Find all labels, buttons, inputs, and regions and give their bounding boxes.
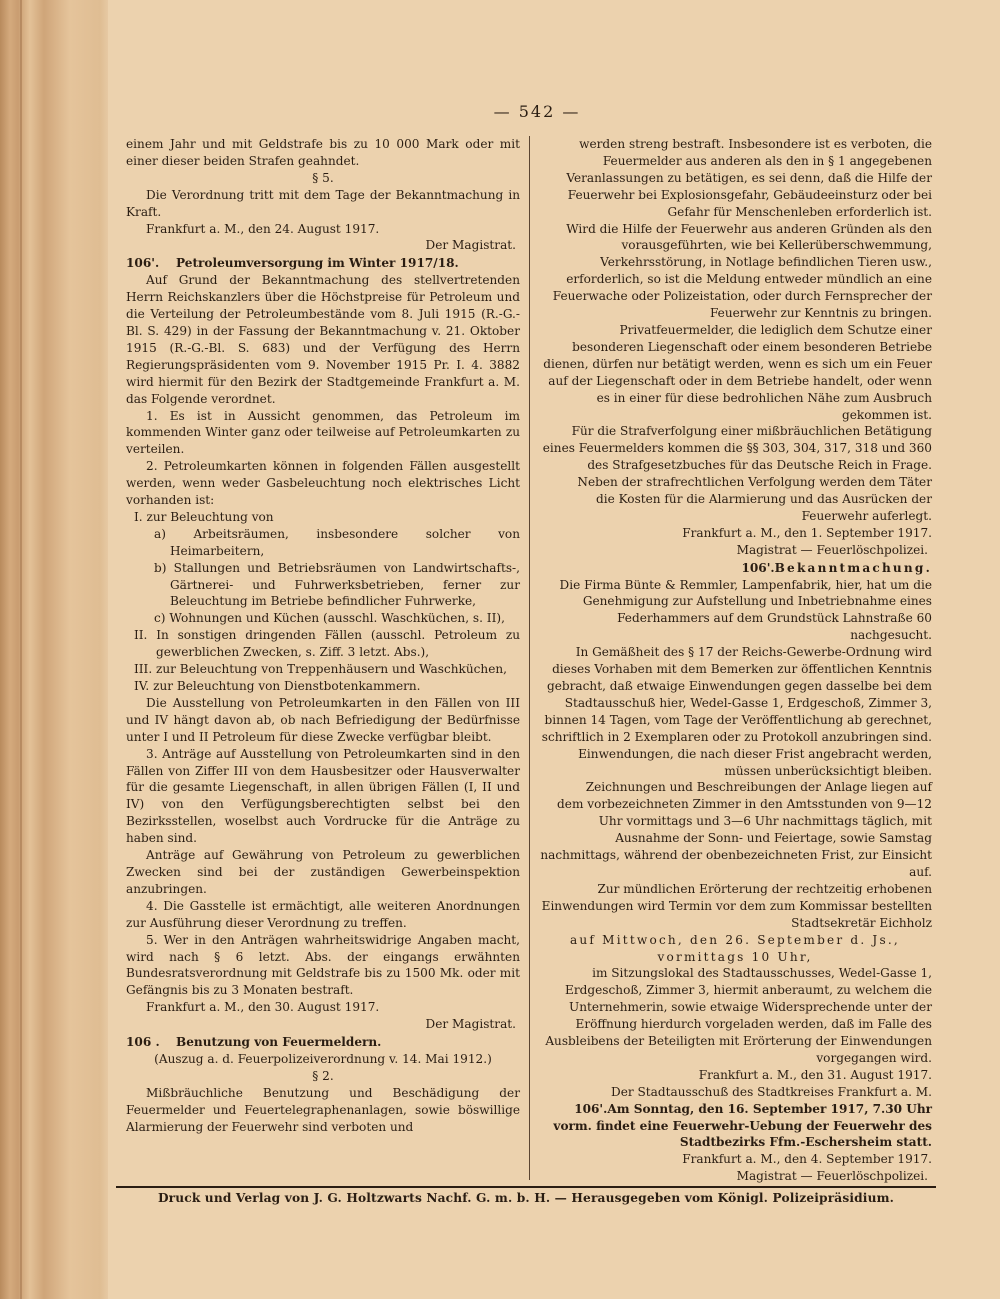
list-item: a) Arbeitsräumen, insbesondere solcher von Heimarbeitern, bbox=[154, 526, 520, 558]
section-number: 106'. bbox=[126, 256, 160, 271]
paragraph: Zeichnungen und Beschreibungen der Anlage liegen auf dem vorbezeichneten Zimmer in den Amtsstunden von 9—12 Uhr vormittags und 3—6 Uhr nachmittags täglich, mit Ausnahme der Sonn- und Feiertage, sowie Samstag nachmittags, während der obenbezeichneten Frist, zur Einsicht auf. bbox=[540, 780, 932, 879]
paragraph: Zur mündlichen Erörterung der rechtzeitig erhobenen Einwendungen wird Termin vor dem zum Kommissar bestellten Stadtsekretär Eichholz bbox=[541, 881, 932, 930]
section-title: Bekanntmachung. bbox=[774, 560, 932, 575]
signature: Magistrat — Feuerlöschpolizei. bbox=[736, 1169, 928, 1184]
paragraph: Privatfeuermelder, die lediglich dem Schutze einer besonderen Liegenschaft oder einem besonderen Betriebe dienen, dürfen nur betätigt werden, wenn es sich um ein Feuer auf der Liegenschaft oder in dem Betriebe handelt, oder wenn es in einer für diese bedrohlichen Nähe zum Ausbruch gekommen ist. bbox=[543, 322, 932, 422]
paragraph: Die Ausstellung von Petroleumkarten in den Fällen von III und IV hängt davon ab, ob nach Befriedigung der Bedürfnisse unter I und II Petroleum für diese Zwecke verfügbar bleibt. bbox=[126, 695, 520, 744]
appointment-date: auf Mittwoch, den 26. September d. Js., bbox=[570, 932, 900, 947]
section-mark: § 5. bbox=[312, 170, 334, 185]
section-number: 106'. bbox=[741, 560, 775, 575]
section-subtitle: (Auszug a. d. Feuerpolizeiverordnung v. 14. Mai 1912.) bbox=[154, 1051, 492, 1066]
list-item: II. In sonstigen dringenden Fällen (ausschl. Petroleum zu gewerblichen Zwecken, s. Ziff. 3 letzt. Abs.), bbox=[134, 628, 520, 660]
paragraph: 4. Die Gasstelle ist ermächtigt, alle weiteren Anordnungen zur Ausführung dieser Verordnung zu treffen. bbox=[126, 898, 520, 930]
imprint-footer: Druck und Verlag von J. G. Holtzwarts Nachf. G. m. b. H. — Herausgegeben vom Königl. Polizeipräsidium. bbox=[157, 1191, 895, 1205]
appointment-time: vormittags 10 Uhr, bbox=[657, 949, 813, 964]
section-title: Benutzung von Feuermeldern. bbox=[176, 1035, 382, 1050]
date-line: Frankfurt a. M., den 24. August 1917. bbox=[146, 221, 380, 236]
notice bbox=[538, 1101, 932, 1152]
paragraph: 2. Petroleumkarten können in folgenden Fällen ausgestellt werden, wenn weder Gasbeleuchtung noch elektrisches Licht vorhanden ist: bbox=[126, 459, 520, 508]
list-item: c) Wohnungen und Küchen (ausschl. Waschküchen, s. II), bbox=[154, 611, 505, 626]
paragraph: In Gemäßheit des § 17 der Reichs-Gewerbe-Ordnung wird dieses Vorhaben mit dem Bemerken zur öffentlichen Kenntnis gebracht, daß etwaige Einwendungen gegen dasselbe bei dem Stadtausschuß hier, Wedel-Gasse 1, Erdgeschoß, Zimmer 3, binnen 14 Tagen, vom Tage der Veröffentlichung ab gerechnet, schriftlich in 2 Exemplaren oder zu Protokoll anzubringen sind. bbox=[541, 645, 932, 744]
date-line: Frankfurt a. M., den 31. August 1917. bbox=[698, 1067, 932, 1082]
section-heading bbox=[126, 1034, 520, 1051]
paragraph: 1. Es ist in Aussicht genommen, das Petroleum im kommenden Winter ganz oder teilweise auf Petroleumkarten zu verteilen. bbox=[126, 408, 520, 457]
paragraph: Die Firma Bünte & Remmler, Lampenfabrik, hier, hat um die Genehmigung zur Aufstellung und Inbetriebnahme eines Federhammers auf dem Grundstück Lahnstraße 60 nachgesucht. bbox=[559, 577, 932, 643]
paragraph: werden streng bestraft. Insbesondere ist es verboten, die Feuermelder aus anderen als den in § 1 angegebenen Veranlassungen zu betätigen, es sei denn, daß die Hilfe der Feuerwehr bei Explosionsgefahr, Gebäudeeinsturz oder bei Gefahr für Menschenleben erforderlich ist. bbox=[566, 137, 932, 219]
list-item: III. zur Beleuchtung von Treppenhäusern und Waschküchen, bbox=[134, 662, 507, 677]
paragraph: 5. Wer in den Anträgen wahrheitswidrige Angaben macht, wird nach § 6 letzt. Abs. der eingangs erwähnten Bundesratsverordnung mit Geldstrafe bis zu 1500 Mk. oder mit Gefängnis bis zu 3 Monaten bestraft. bbox=[126, 932, 520, 998]
date-line: Frankfurt a. M., den 30. August 1917. bbox=[146, 1000, 380, 1015]
book-binding bbox=[0, 0, 108, 1299]
paragraph: Neben der strafrechtlichen Verfolgung werden dem Täter die Kosten für die Alarmierung und das Ausrücken der Feuerwehr auferlegt. bbox=[577, 475, 932, 523]
paragraph: 3. Anträge auf Ausstellung von Petroleumkarten sind in den Fällen von Ziffer III von dem Hausbesitzer oder Hausverwalter für die gesamte Liegenschaft, in allen übrigen Fällen (I, II und IV) von den Verfügungsberechtigten selbst bei den Bezirksstellen, woselbst auch Vordrucke für die Anträge zu haben sind. bbox=[126, 746, 520, 846]
paragraph: Einwendungen, die nach dieser Frist angebracht werden, müssen unberücksichtigt bleiben. bbox=[578, 746, 932, 778]
signature: Magistrat — Feuerlöschpolizei. bbox=[736, 542, 928, 557]
list-item: IV. zur Beleuchtung von Dienstbotenkammern. bbox=[134, 679, 421, 693]
paragraph: Anträge auf Gewährung von Petroleum zu gewerblichen Zwecken sind bei der zuständigen Gewerbeinspektion anzubringen. bbox=[126, 848, 520, 896]
paragraph: im Sitzungslokal des Stadtausschusses, Wedel-Gasse 1, Erdgeschoß, Zimmer 3, hiermit anberaumt, zu welchem die Unternehmerin, sowie etwaige Widersprechende unter der Eröffnung hierdurch vorgeladen werden, daß im Falle des Ausbleibens der Beteiligten mit Erörterung der Einwendungen vorgegangen wird. bbox=[545, 966, 932, 1065]
section-title: Petroleumversorgung im Winter 1917/18. bbox=[176, 256, 459, 271]
paragraph: einem Jahr und mit Geldstrafe bis zu 10 000 Mark oder mit einer dieser beiden Strafen geahndet. bbox=[126, 137, 520, 168]
section-heading bbox=[126, 255, 520, 272]
list-item: b) Stallungen und Betriebsräumen von Landwirtschafts-, Gärtnerei- und Fuhrwerksbetrieben, ferner zur Beleuchtung im Betriebe befindlicher Fuhrwerke, bbox=[154, 560, 520, 609]
list-item: I. zur Beleuchtung von bbox=[134, 509, 274, 524]
paragraph: Für die Strafverfolgung einer mißbräuchlichen Betätigung eines Feuermelders kommen die §§ 303, 304, 317, 318 und 360 des Strafgesetzbuches für das Deutsche Reich in Frage. bbox=[542, 424, 932, 473]
signature: Der Magistrat. bbox=[425, 238, 516, 253]
column-divider bbox=[529, 136, 530, 1180]
section-number: 106'. bbox=[574, 1101, 608, 1116]
paragraph: Auf Grund der Bekanntmachung des stellvertretenden Herrn Reichskanzlers über die Höchstpreise für Petroleum und die Verteilung der Petroleumbestände vom 8. Juli 1915 (R.-G.-Bl. S. 429) in der Fassung der Bekanntmachung v. 21. Oktober 1915 (R.-G.-Bl. S. 683) und der Verfügung des Herrn Regierungspräsidenten vom 9. November 1915 Pr. I. 4. 3882 wird hiermit für den Bezirk der Stadtgemeinde Frankfurt a. M. das Folgende verordnet. bbox=[126, 273, 520, 406]
left-column bbox=[126, 136, 520, 1135]
paragraph: Mißbräuchliche Benutzung und Beschädigung der Feuermelder und Feuertelegraphenanlagen, sowie böswillige Alarmierung der Feuerwehr sind verboten und bbox=[126, 1085, 520, 1134]
paragraph: Die Verordnung tritt mit dem Tage der Bekanntmachung in Kraft. bbox=[126, 187, 520, 219]
section-heading bbox=[538, 560, 932, 577]
date-line: Frankfurt a. M., den 1. September 1917. bbox=[682, 525, 932, 540]
paragraph: Wird die Hilfe der Feuerwehr aus anderen Gründen als den vorausgeführten, wie bei Kellerüberschwemmung, Verkehrsstörung, in Notlage befindlichen Tieren usw., erforderlich, so ist die Meldung entweder mündlich an eine Feuerwache oder Polizeistation, oder durch Fernsprecher der Feuerwehr zur Kenntnis zu bringen. bbox=[552, 221, 932, 321]
page-number: — 542 — bbox=[493, 102, 581, 121]
notice-text: Am Sonntag, den 16. September 1917, 7.30 Uhr vorm. findet eine Feuerwehr-Uebung der Feuerwehr des Stadtbezirks Ffm.-Eschersheim statt. bbox=[553, 1101, 932, 1150]
section-mark: § 2. bbox=[312, 1068, 334, 1083]
signature: Der Magistrat. bbox=[425, 1017, 516, 1032]
section-number: 106 . bbox=[126, 1035, 160, 1050]
right-column bbox=[538, 136, 932, 1185]
signature: Der Stadtausschuß des Stadtkreises Frankfurt a. M. bbox=[611, 1084, 932, 1099]
date-line: Frankfurt a. M., den 4. September 1917. bbox=[682, 1152, 932, 1167]
footer-rule bbox=[116, 1186, 936, 1188]
